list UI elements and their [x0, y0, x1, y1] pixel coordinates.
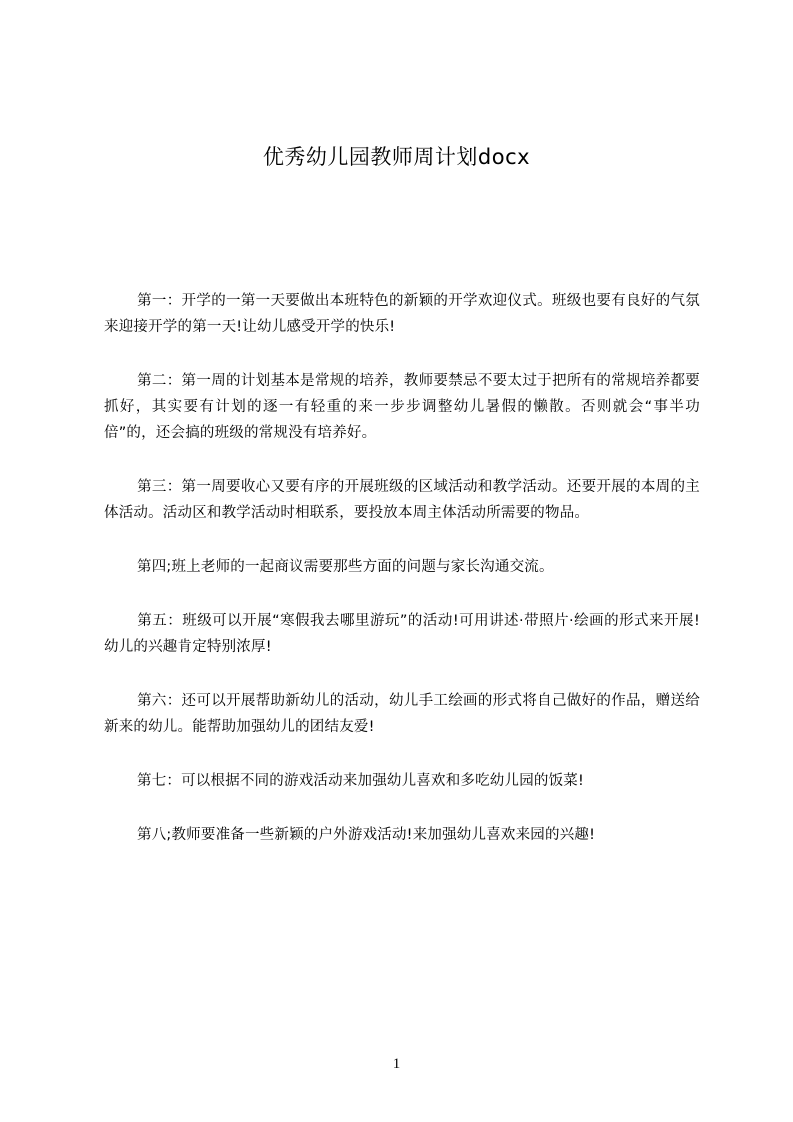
paragraph-text: 第七：可以根据不同的游戏活动来加强幼儿喜欢和多吃幼儿园的饭菜! — [137, 773, 585, 789]
paragraph-text: 第五：班级可以开展“寒假我去哪里游玩”的活动!可用讲述·带照片·绘画的形式来开展!幼儿的兴趣肯定特别浓厚! — [104, 613, 700, 655]
document-body — [104, 288, 700, 876]
paragraph-2 — [104, 368, 700, 446]
paragraph-8 — [104, 822, 700, 848]
paragraph-text: 第三：第一周要收心又要有序的开展班级的区域活动和教学活动。还要开展的本周的主体活动。活动区和教学活动时相联系，要投放本周主体活动所需要的物品。 — [104, 479, 700, 521]
paragraph-text: 第二：第一周的计划基本是常规的培养，教师要禁忌不要太过于把所有的常规培养都要抓好，其实要有计划的逐一有轻重的来一步步调整幼儿暑假的懒散。否则就会“事半功倍”的，还会搞的班级的常规没有培养好。 — [104, 373, 700, 441]
paragraph-text: 第一：开学的一第一天要做出本班特色的新颖的开学欢迎仪式。班级也要有良好的气氛来迎接开学的第一天!让幼儿感受开学的快乐! — [104, 293, 700, 335]
paragraph-3 — [104, 474, 700, 526]
page-number: 1 — [392, 1056, 401, 1072]
paragraph-text: 第八;教师要准备一些新颖的户外游戏活动!来加强幼儿喜欢来园的兴趣! — [137, 827, 596, 843]
paragraph-1 — [104, 288, 700, 340]
paragraph-4 — [104, 554, 700, 580]
paragraph-text: 第六：还可以开展帮助新幼儿的活动，幼儿手工绘画的形式将自己做好的作品，赠送给新来的幼儿。能帮助加强幼儿的团结友爱! — [104, 693, 700, 735]
document-title: 优秀幼儿园教师周计划docx — [262, 145, 531, 169]
paragraph-7 — [104, 768, 700, 794]
paragraph-5 — [104, 608, 700, 660]
paragraph-text: 第四;班上老师的一起商议需要那些方面的问题与家长沟通交流。 — [137, 559, 554, 575]
paragraph-6 — [104, 688, 700, 740]
